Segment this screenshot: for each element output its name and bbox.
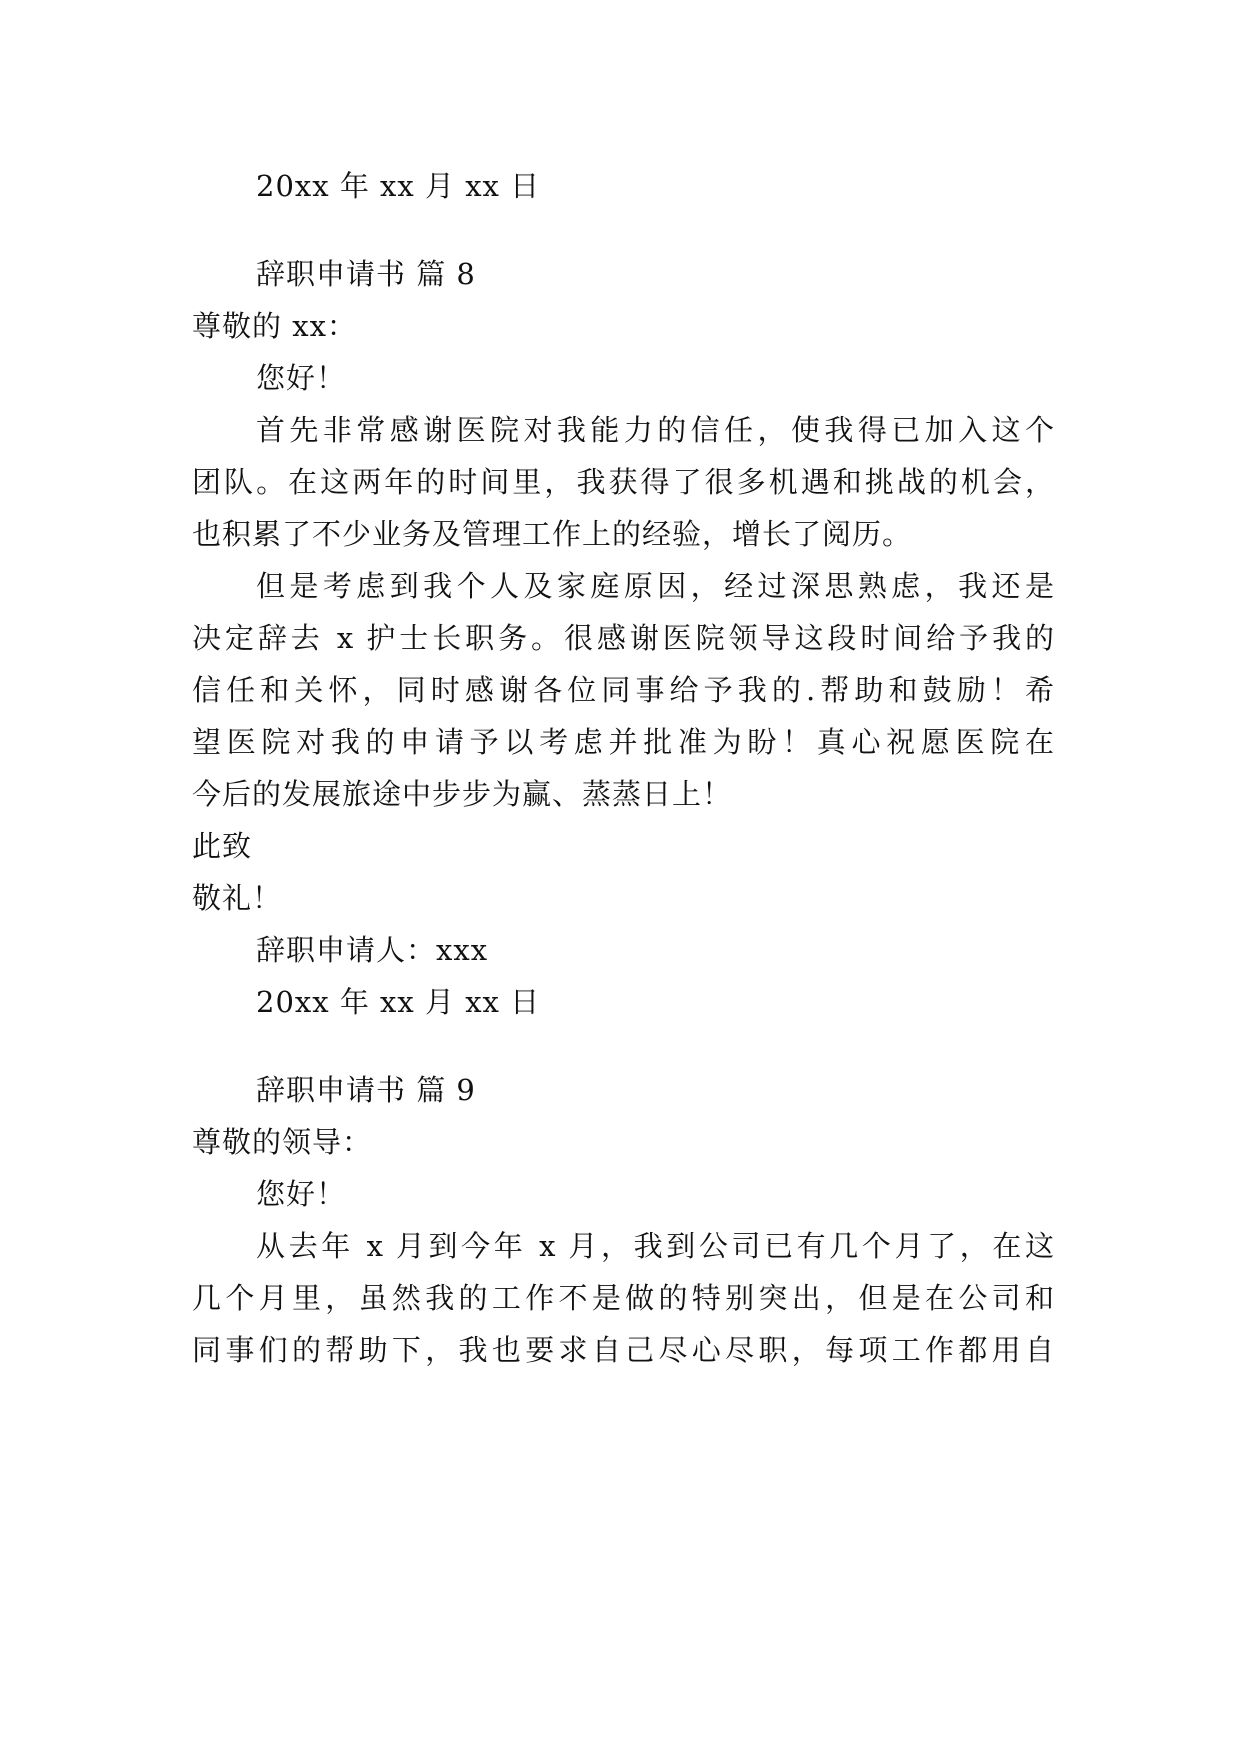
closing-line: 此致	[192, 829, 253, 863]
greeting: 您好！	[256, 1177, 347, 1211]
paragraph-line: 但是考虑到我个人及家庭原因，经过深思熟虑，我还是	[256, 569, 1054, 603]
paragraph-line: 几个月里，虽然我的工作不是做的特别突出，但是在公司和	[192, 1281, 1054, 1315]
section-heading: 辞职申请书 篇 9	[256, 1073, 476, 1107]
signature-line: 辞职申请人：xxx	[256, 933, 489, 967]
paragraph-line: 今后的发展旅途中步步为赢、蒸蒸日上！	[192, 777, 733, 811]
paragraph-line: 也积累了不少业务及管理工作上的经验，增长了阅历。	[192, 517, 913, 551]
date-line: 20xx 年 xx 月 xx 日	[256, 169, 541, 203]
paragraph-line: 望医院对我的申请予以考虑并批准为盼！真心祝愿医院在	[192, 725, 1054, 759]
closing-line: 敬礼！	[192, 881, 283, 915]
paragraph-line: 信任和关怀，同时感谢各位同事给予我的.帮助和鼓励！希	[192, 673, 1054, 707]
salutation: 尊敬的 xx：	[192, 309, 357, 343]
paragraph-line: 首先非常感谢医院对我能力的信任，使我得已加入这个	[256, 413, 1054, 447]
paragraph-line: 从去年 x 月到今年 x 月，我到公司已有几个月了，在这	[256, 1229, 1054, 1263]
date-line: 20xx 年 xx 月 xx 日	[256, 985, 541, 1019]
section-heading: 辞职申请书 篇 8	[256, 257, 476, 291]
greeting: 您好！	[256, 361, 347, 395]
paragraph-line: 团队。在这两年的时间里，我获得了很多机遇和挑战的机会，	[192, 465, 1054, 499]
paragraph-line: 决定辞去 x 护士长职务。很感谢医院领导这段时间给予我的	[192, 621, 1054, 655]
salutation: 尊敬的领导：	[192, 1125, 373, 1159]
paragraph-line: 同事们的帮助下，我也要求自己尽心尽职，每项工作都用自	[192, 1333, 1054, 1367]
